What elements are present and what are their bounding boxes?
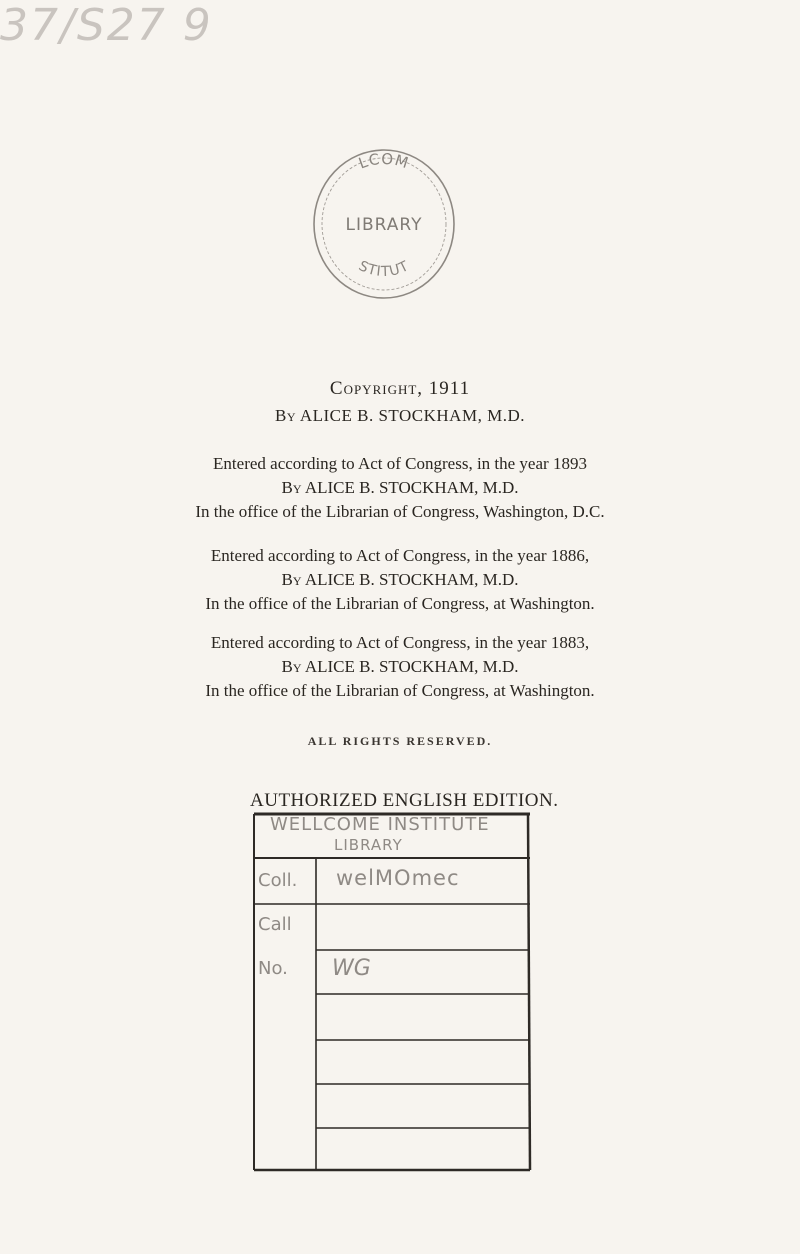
entry-entered: Entered according to Act of Congress, in the year 1886, xyxy=(210,546,590,565)
library-seal xyxy=(298,130,470,308)
copyright-line: Copyright, 1911 xyxy=(329,378,471,399)
author-name: ALICE B. STOCKHAM, M.D. xyxy=(299,406,525,425)
seal-center-text: LIBRARY xyxy=(345,215,423,235)
stamp-institute: WELLCOME INSTITUTE xyxy=(270,814,490,835)
copyright-header xyxy=(0,378,800,426)
entry-entered: Entered according to Act of Congress, in the year 1883, xyxy=(210,633,590,652)
seal-bottom-text: STITUT xyxy=(356,258,412,281)
svg-text:LCOM xyxy=(356,150,411,173)
entry-1883 xyxy=(0,633,800,701)
entry-office: In the office of the Librarian of Congress, at Washington. xyxy=(205,594,595,613)
stamp-coll-label: Coll. xyxy=(258,870,298,891)
stamp-no-label: No. xyxy=(258,958,288,979)
by-prefix: By xyxy=(281,478,302,497)
rights-reserved: ALL RIGHTS RESERVED. xyxy=(307,734,493,748)
by-prefix: By xyxy=(281,657,302,676)
entry-by xyxy=(0,657,800,677)
author-name: ALICE B. STOCKHAM, M.D. xyxy=(304,657,519,676)
entry-by xyxy=(0,478,800,498)
entry-by xyxy=(0,570,800,590)
pencil-shelf-mark: 37/S27 9 xyxy=(0,0,213,51)
copyright-author-line xyxy=(0,406,800,426)
authorized-edition: AUTHORIZED ENGLISH EDITION. xyxy=(250,790,559,811)
entry-1886 xyxy=(0,546,800,614)
author-name: ALICE B. STOCKHAM, M.D. xyxy=(304,478,519,497)
entry-office: In the office of the Librarian of Congress, Washington, D.C. xyxy=(195,502,605,521)
svg-text:STITUT xyxy=(356,258,412,280)
by-prefix: By xyxy=(275,406,297,425)
by-prefix: By xyxy=(281,570,302,589)
stamp-library: LIBRARY xyxy=(334,836,403,854)
seal-top-text: LCOM xyxy=(356,149,412,173)
entry-1893 xyxy=(0,454,800,522)
stamp-call-label: Call xyxy=(258,914,292,935)
stamp-coll-value: welMOmec xyxy=(336,866,460,890)
entry-entered: Entered according to Act of Congress, in the year 1893 xyxy=(213,454,587,473)
author-name: ALICE B. STOCKHAM, M.D. xyxy=(304,570,519,589)
entry-office: In the office of the Librarian of Congress, at Washington. xyxy=(205,681,595,700)
stamp-no-value: WG xyxy=(332,956,371,981)
